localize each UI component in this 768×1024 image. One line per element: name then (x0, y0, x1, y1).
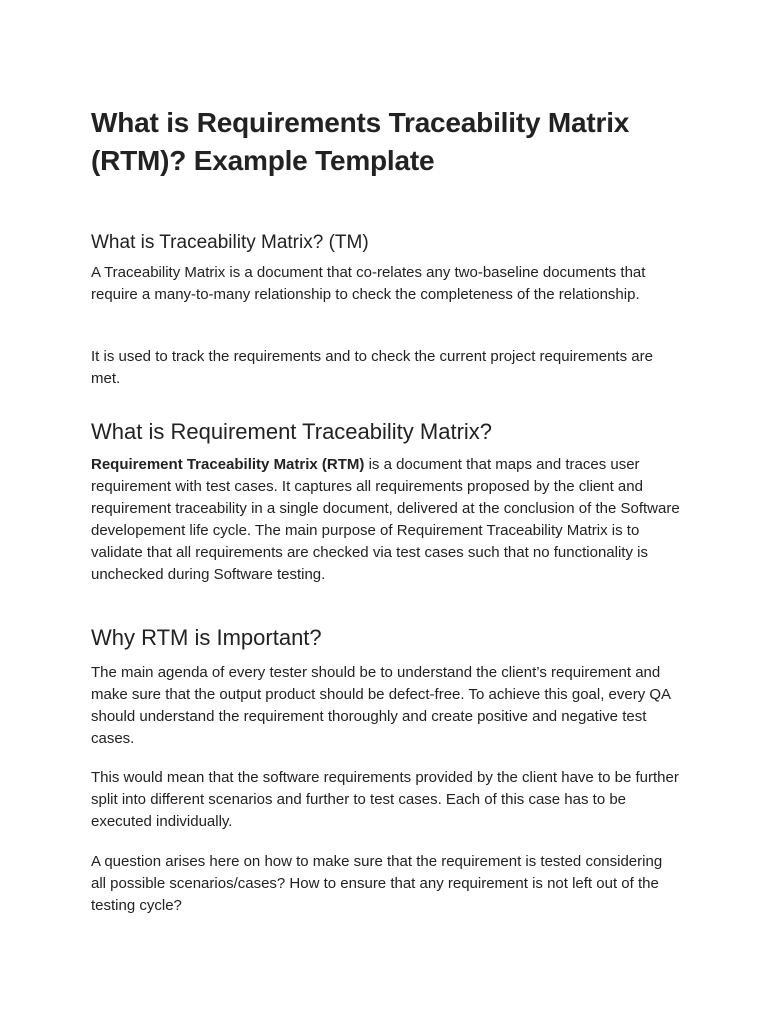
paragraph-importance-agenda: The main agenda of every tester should be to understand the client’s requirement and make sure that the output product should be defect-free. To achieve this goal, every QA should understand the requirement thoroughly and create positive and negative test cases. (91, 664, 671, 747)
section-heading-tm: What is Traceability Matrix? (TM) (91, 232, 369, 253)
section-heading-rtm: What is Requirement Traceability Matrix? (91, 419, 493, 444)
rtm-bold-term: Requirement Traceability Matrix (RTM) (91, 456, 365, 473)
paragraph-rtm-definition (91, 454, 681, 586)
paragraph-tm-usage: It is used to track the requirements and to check the current project requirements are met. (91, 348, 653, 387)
rtm-definition-text: is a document that maps and traces user requirement with test cases. It captures all requirements proposed by the client and requirement traceability in a single document, delivered at the conclusion of the Software developement life cycle. The main purpose of Requirement Traceability Matrix is to validate that all requirements are checked via test cases such that no functionality is unchecked during Software testing. (91, 456, 680, 583)
paragraph-importance-split: This would mean that the software requirements provided by the client have to be further split into different scenarios and further to test cases. Each of this case has to be executed individually. (91, 769, 679, 830)
paragraph-tm-definition: A Traceability Matrix is a document that co-relates any two-baseline documents that require a many-to-many relationship to check the completeness of the relationship. (91, 264, 646, 303)
article (91, 104, 691, 914)
section-heading-importance: Why RTM is Important? (91, 625, 322, 650)
paragraph-importance-question: A question arises here on how to make sure that the requirement is tested considering all possible scenarios/cases? How to ensure that any requirement is not left out of the testing cycle? (91, 853, 663, 914)
page-title: What is Requirements Traceability Matrix (RTM)? Example Template (91, 107, 630, 176)
